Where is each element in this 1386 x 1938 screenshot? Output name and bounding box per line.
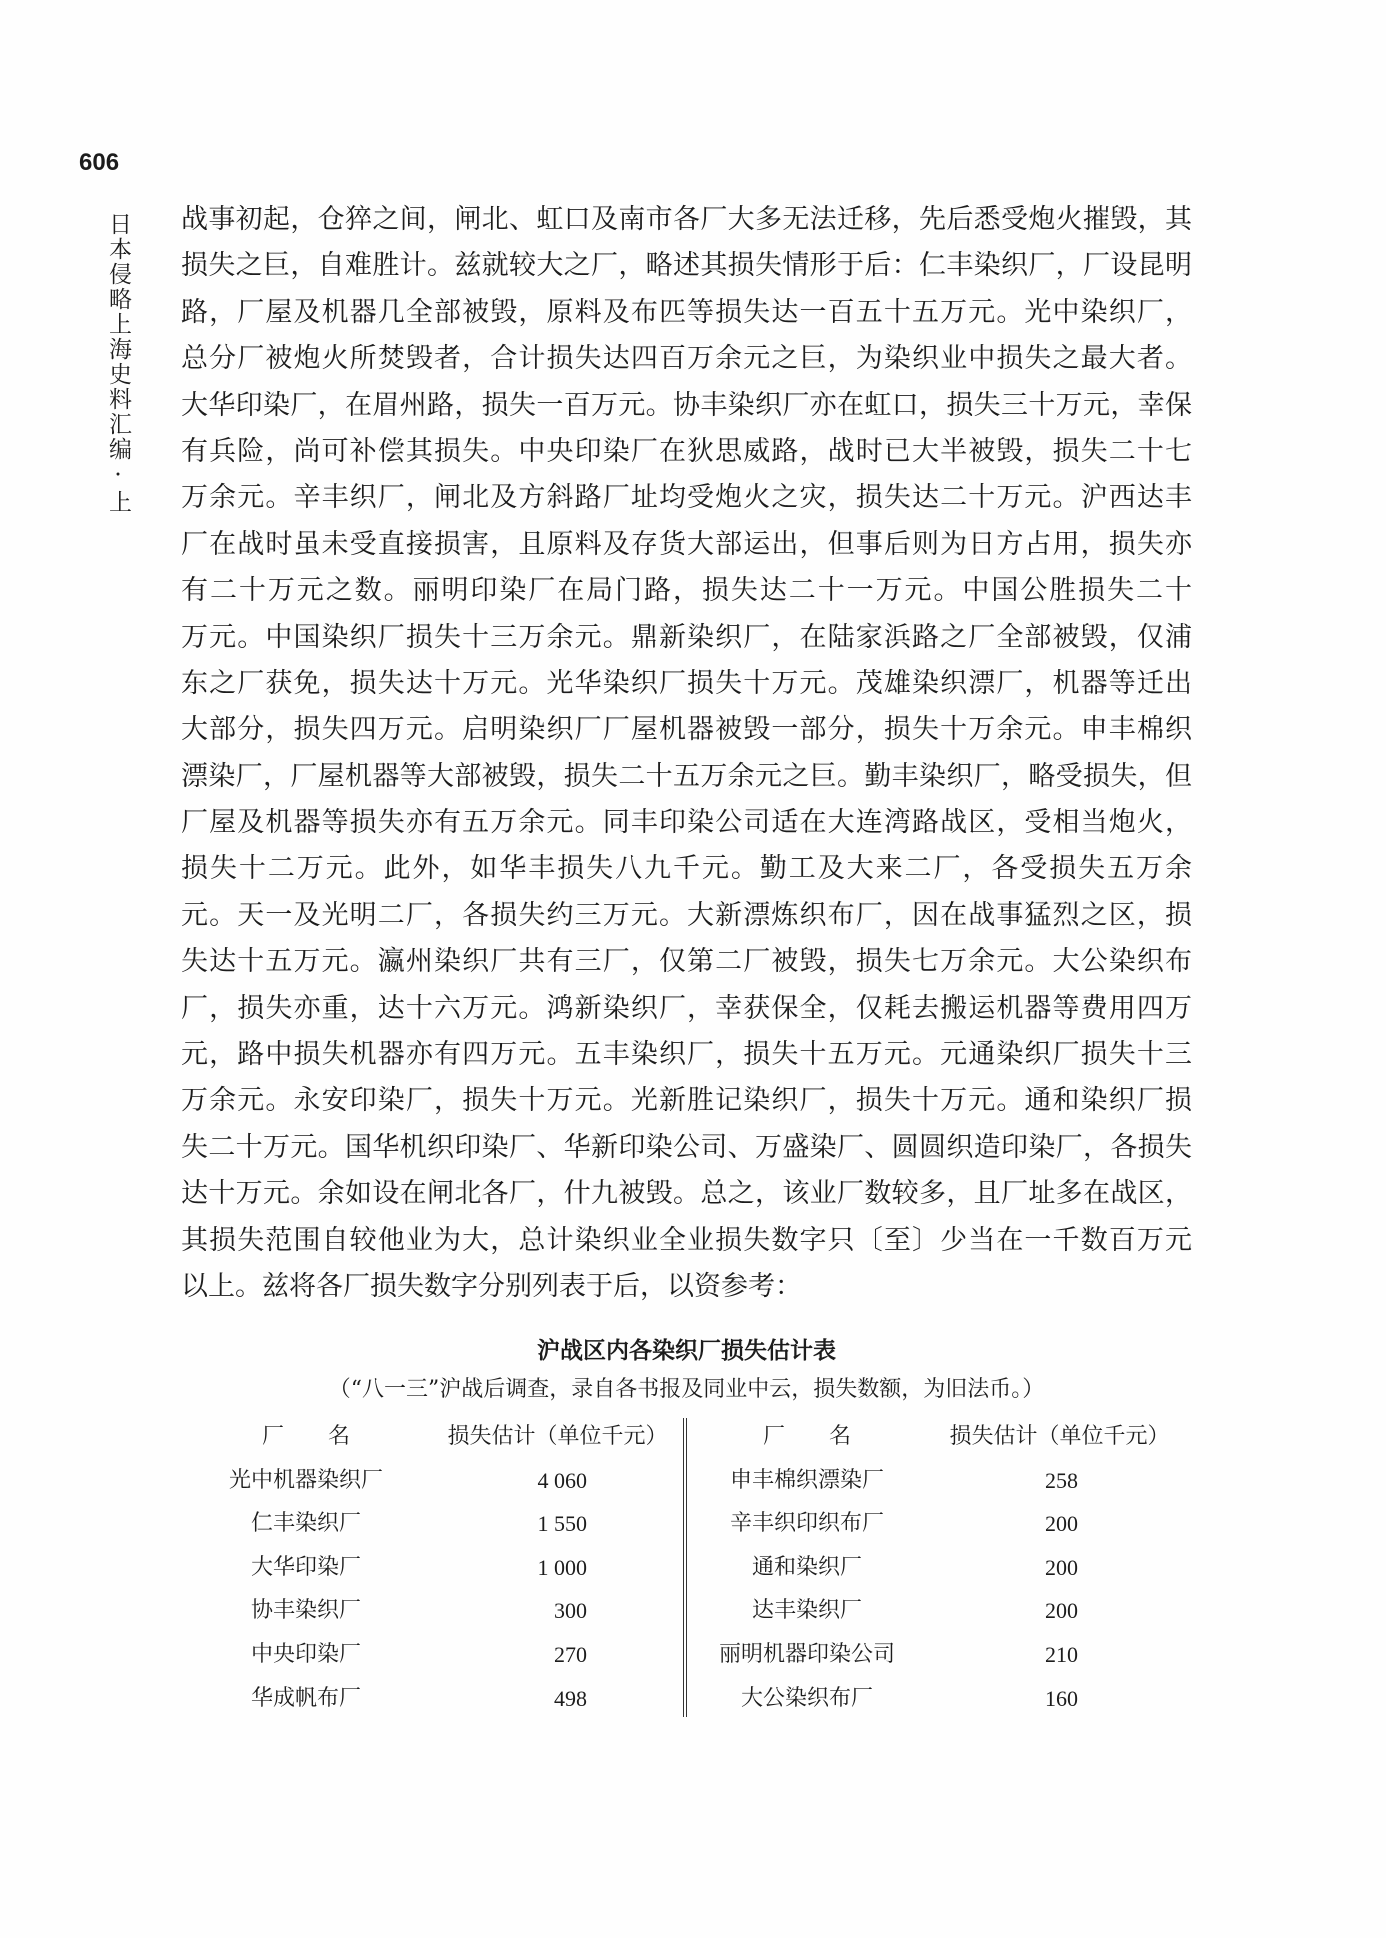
table-cell-loss: 200 bbox=[1045, 1598, 1078, 1624]
table-cell-loss: 270 bbox=[554, 1641, 587, 1667]
table-cell-factory-name: 辛丰织印织布厂 bbox=[729, 1511, 884, 1537]
table-cell-factory-name: 通和染织厂 bbox=[751, 1554, 862, 1580]
body-line: 有兵险，尚可补偿其损失。中央印染厂在狄思威路，战时已大半被毁，损失二十七 bbox=[181, 435, 1192, 467]
body-line: 万余元。永安印染厂，损失十万元。光新胜记染织厂，损失十万元。通和染织厂损 bbox=[181, 1085, 1192, 1117]
table-cell-loss: 4 060 bbox=[537, 1467, 587, 1493]
body-line: 厂，损失亦重，达十六万元。鸿新染织厂，幸获保全，仅耗去搬运机器等费用四万 bbox=[181, 992, 1192, 1024]
table-cell-factory-name: 光中机器染织厂 bbox=[228, 1467, 383, 1493]
body-line: 大华印染厂，在眉州路，损失一百万元。协丰染织厂亦在虹口，损失三十万元，幸保 bbox=[181, 389, 1192, 421]
body-line: 失二十万元。国华机织印染厂、华新印染公司、万盛染厂、圆圆织造印染厂，各损失 bbox=[181, 1131, 1192, 1163]
body-line: 厂屋及机器等损失亦有五万余元。同丰印染公司适在大连湾路战区，受相当炮火， bbox=[181, 807, 1192, 839]
table-cell-loss: 200 bbox=[1045, 1511, 1078, 1537]
body-line: 达十万元。余如设在闸北各厂，什九被毁。总之，该业厂数较多，且厂址多在战区， bbox=[181, 1178, 1192, 1210]
body-line: 厂在战时虽未受直接损害，且原料及存货大部运出，但事后则为日方占用，损失亦 bbox=[181, 528, 1192, 560]
body-line: 损失之巨，自难胜计。兹就较大之厂，略述其损失情形于后：仁丰染织厂，厂设昆明 bbox=[181, 250, 1192, 282]
table-cell-loss: 200 bbox=[1045, 1554, 1078, 1580]
body-line: 元，路中损失机器亦有四万元。五丰染织厂，损失十五万元。元通染织厂损失十三 bbox=[181, 1039, 1192, 1071]
body-line: 大部分，损失四万元。启明染织厂厂屋机器被毁一部分，损失十万余元。申丰棉织 bbox=[181, 714, 1192, 746]
table-cell-factory-name: 丽明机器印染公司 bbox=[718, 1641, 895, 1667]
loss-estimate-table bbox=[181, 1415, 1192, 1721]
table-cell-loss: 300 bbox=[554, 1598, 587, 1624]
body-line: 万余元。辛丰织厂，闸北及方斜路厂址均受炮火之灾，损失达二十万元。沪西达丰 bbox=[181, 482, 1192, 514]
table-header-loss: 损失估计（单位千元） bbox=[949, 1424, 1170, 1449]
body-line: 漂染厂，厂屋机器等大部被毁，损失二十五万余元之巨。勤丰染织厂，略受损失，但 bbox=[181, 760, 1192, 792]
body-line: 总分厂被炮火所焚毁者，合计损失达四百万余元之巨，为染织业中损失之最大者。 bbox=[181, 343, 1192, 375]
body-line: 东之厂获免，损失达十万元。光华染织厂损失十万元。茂雄染织漂厂，机器等迁出 bbox=[181, 667, 1192, 699]
table-header-factory-name: 厂名 bbox=[261, 1424, 394, 1449]
table-cell-factory-name: 申丰棉织漂染厂 bbox=[729, 1467, 884, 1493]
body-line: 路，厂屋及机器几全部被毁，原料及布匹等损失达一百五十五万元。光中染织厂， bbox=[181, 296, 1192, 328]
page-number: 606 bbox=[79, 149, 120, 176]
table-cell-loss: 160 bbox=[1045, 1685, 1078, 1711]
table-cell-factory-name: 协丰染织厂 bbox=[250, 1598, 361, 1624]
body-line: 有二十万元之数。丽明印染厂在局门路，损失达二十一万元。中国公胜损失二十 bbox=[181, 575, 1192, 607]
table-cell-factory-name: 大公染织布厂 bbox=[740, 1685, 873, 1711]
running-head: 日本侵略上海史料汇编·上 bbox=[105, 212, 131, 515]
table-cell-factory-name: 华成帆布厂 bbox=[250, 1685, 361, 1711]
table-double-rule bbox=[683, 1418, 687, 1717]
body-line: 万元。中国染织厂损失十三万余元。鼎新染织厂，在陆家浜路之厂全部被毁，仅浦 bbox=[181, 621, 1192, 653]
body-line: 以上。兹将各厂损失数字分别列表于后，以资参考： bbox=[181, 1270, 802, 1302]
body-line: 战事初起，仓猝之间，闸北、虹口及南市各厂大多无法迁移，先后悉受炮火摧毁，其 bbox=[181, 204, 1192, 235]
table-cell-loss: 258 bbox=[1045, 1467, 1078, 1493]
table-title: 沪战区内各染织厂损失估计表 bbox=[537, 1337, 836, 1363]
table-note: （“八一三”沪战后调查，录自各书报及同业中云，损失数额，为旧法币。） bbox=[328, 1377, 1045, 1402]
table-cell-loss: 210 bbox=[1045, 1641, 1078, 1667]
body-line: 损失十二万元。此外，如华丰损失八九千元。勤工及大来二厂，各受损失五万余 bbox=[181, 853, 1192, 885]
table-cell-factory-name: 中央印染厂 bbox=[250, 1641, 361, 1667]
table-cell-loss: 1 000 bbox=[537, 1554, 587, 1580]
table-cell-loss: 1 550 bbox=[537, 1511, 587, 1537]
table-header-loss: 损失估计（单位千元） bbox=[447, 1424, 668, 1449]
table-header-factory-name: 厂名 bbox=[762, 1424, 895, 1449]
table-cell-factory-name: 仁丰染织厂 bbox=[250, 1511, 361, 1537]
body-line: 其损失范围自较他业为大，总计染织业全业损失数字只〔至〕少当在一千数百万元 bbox=[181, 1224, 1192, 1256]
table-cell-loss: 498 bbox=[554, 1685, 587, 1711]
table-cell-factory-name: 大华印染厂 bbox=[250, 1554, 361, 1580]
table-cell-factory-name: 达丰染织厂 bbox=[751, 1598, 862, 1624]
body-text bbox=[181, 197, 1192, 1310]
body-line: 元。天一及光明二厂，各损失约三万元。大新漂炼织布厂，因在战事猛烈之区，损 bbox=[181, 899, 1192, 931]
body-line: 失达十五万元。瀛州染织厂共有三厂，仅第二厂被毁，损失七万余元。大公染织布 bbox=[181, 946, 1192, 978]
